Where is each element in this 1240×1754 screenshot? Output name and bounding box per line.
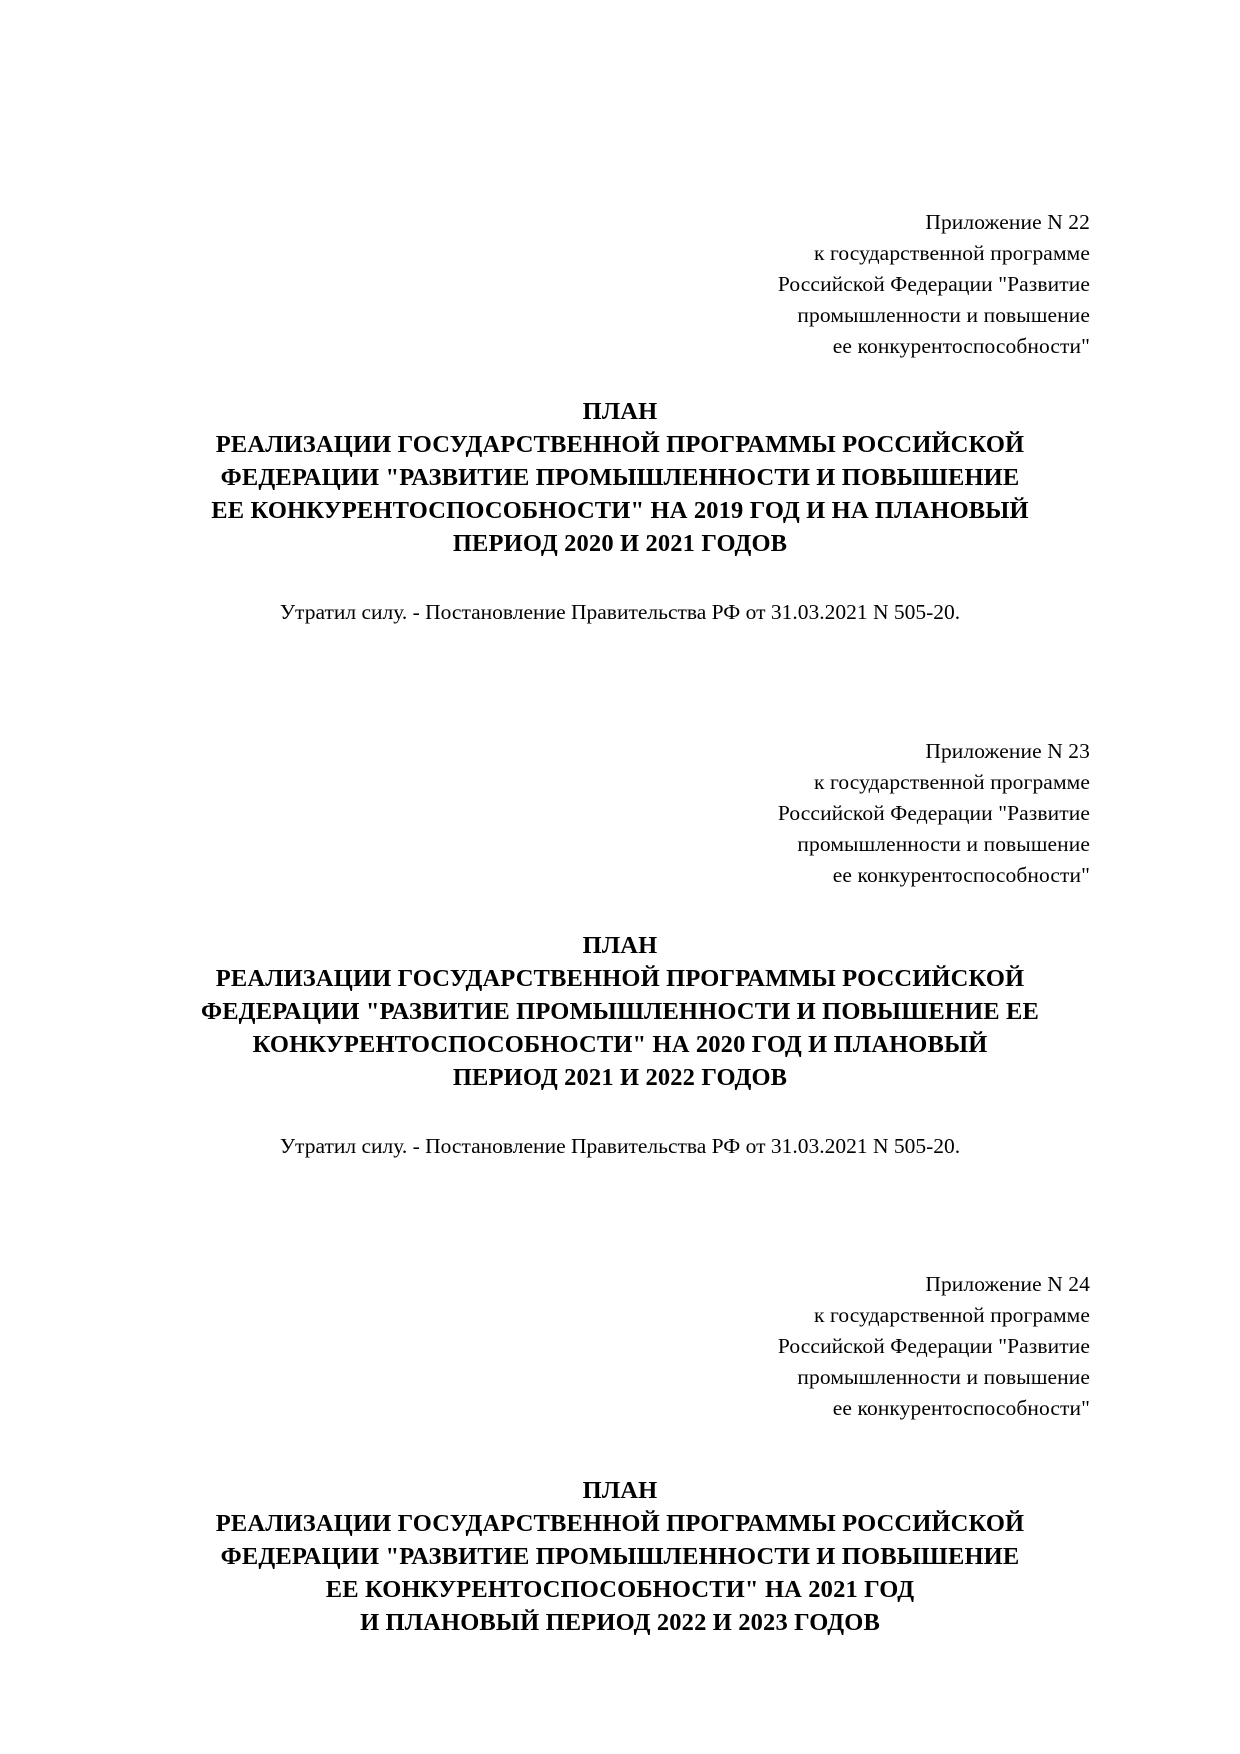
appendix-reference-line: промышленности и повышение: [797, 1365, 1090, 1389]
appendix-reference-line: промышленности и повышение: [797, 303, 1090, 327]
appendix-reference-line: ее конкурентоспособности": [832, 1396, 1090, 1420]
appendix-number: Приложение N 24: [925, 1272, 1090, 1296]
document-title-line: РЕАЛИЗАЦИИ ГОСУДАРСТВЕННОЙ ПРОГРАММЫ РОССИЙСКОЙ: [215, 964, 1025, 992]
document-title-line: ПЛАН: [582, 1477, 658, 1504]
appendix-reference-header: [150, 207, 1090, 362]
document-title-line: ФЕДЕРАЦИИ "РАЗВИТИЕ ПРОМЫШЛЕННОСТИ И ПОВЫШЕНИЕ: [220, 464, 1020, 491]
appendix-reference-line: к государственной программе: [814, 241, 1090, 265]
document-title-line: ПЕРИОД 2021 И 2022 ГОДОВ: [452, 1063, 788, 1091]
appendix-reference-line: к государственной программе: [814, 769, 1090, 794]
appendix-section-23: [150, 650, 1090, 1162]
appendix-reference-line: к государственной программе: [814, 1303, 1090, 1327]
document-title-line: ЕЕ КОНКУРЕНТОСПОСОБНОСТИ" НА 2019 ГОД И НА ПЛАНОВЫЙ: [211, 497, 1029, 524]
repeal-notice: Утратил силу. - Постановление Правительства РФ от 31.03.2021 N 505-20.: [279, 1133, 961, 1158]
document-title-line: И ПЛАНОВЫЙ ПЕРИОД 2022 И 2023 ГОДОВ: [360, 1609, 880, 1636]
repeal-notice: Утратил силу. - Постановление Правительства РФ от 31.03.2021 N 505-20.: [279, 600, 961, 624]
document-title: [150, 929, 1090, 1094]
document-title-line: РЕАЛИЗАЦИИ ГОСУДАРСТВЕННОЙ ПРОГРАММЫ РОССИЙСКОЙ: [215, 431, 1025, 458]
document-title-line: РЕАЛИЗАЦИИ ГОСУДАРСТВЕННОЙ ПРОГРАММЫ РОССИЙСКОЙ: [215, 1510, 1025, 1537]
document-title-line: ПЛАН: [582, 931, 658, 959]
document-title: [150, 1474, 1090, 1639]
document-title-line: КОНКУРЕНТОСПОСОБНОСТИ" НА 2020 ГОД И ПЛАНОВЫЙ: [252, 1030, 988, 1058]
appendix-reference-line: Российской Федерации "Развитие: [777, 272, 1090, 296]
appendix-number: Приложение N 22: [925, 210, 1090, 234]
appendix-reference-line: ее конкурентоспособности": [832, 862, 1090, 887]
appendix-number: Приложение N 23: [925, 738, 1090, 763]
appendix-reference-line: промышленности и повышение: [797, 831, 1090, 856]
document-title: [150, 395, 1090, 560]
appendix-reference-header: [150, 736, 1090, 891]
appendix-reference-line: Российской Федерации "Развитие: [777, 800, 1090, 825]
appendix-reference-header: [150, 1269, 1090, 1424]
document-title-line: ФЕДЕРАЦИИ "РАЗВИТИЕ ПРОМЫШЛЕННОСТИ И ПОВЫШЕНИЕ: [220, 1543, 1020, 1570]
document-title-line: ФЕДЕРАЦИИ "РАЗВИТИЕ ПРОМЫШЛЕННОСТИ И ПОВЫШЕНИЕ ЕЕ: [201, 997, 1039, 1025]
appendix-reference-line: ее конкурентоспособности": [832, 334, 1090, 358]
appendix-reference-line: Российской Федерации "Развитие: [777, 1334, 1090, 1358]
document-title-line: ПЛАН: [582, 398, 658, 425]
document-title-line: ПЕРИОД 2020 И 2021 ГОДОВ: [452, 530, 788, 557]
document-title-line: ЕЕ КОНКУРЕНТОСПОСОБНОСТИ" НА 2021 ГОД: [325, 1576, 915, 1603]
appendix-section-24: [150, 1183, 1090, 1639]
appendix-section-22: [150, 0, 1090, 628]
